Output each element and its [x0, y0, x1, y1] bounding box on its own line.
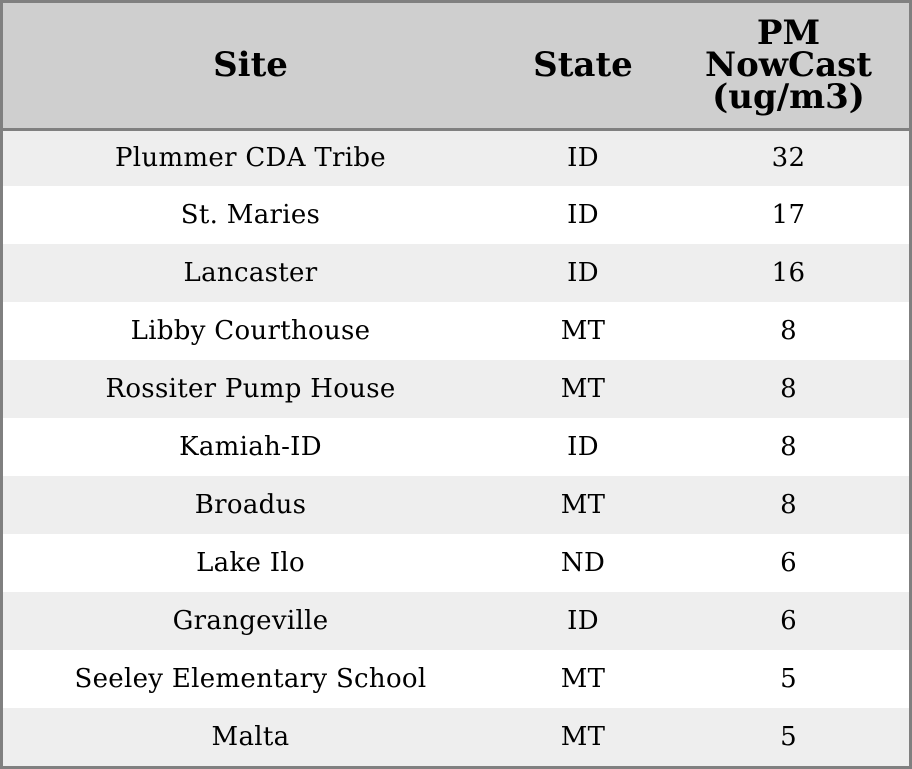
column-header-state: [498, 3, 668, 129]
pm-nowcast-cell: 5: [780, 664, 797, 694]
table-row: [3, 708, 909, 766]
pm-nowcast-cell: 8: [780, 316, 797, 346]
table-row: [3, 302, 909, 360]
state-cell: MT: [560, 722, 606, 752]
state-cell: ID: [567, 258, 599, 288]
column-header-site: [3, 3, 498, 129]
pm-nowcast-cell: 8: [780, 374, 797, 404]
site-cell: Malta: [211, 722, 290, 752]
site-cell: Plummer CDA Tribe: [115, 143, 386, 174]
table-row: [3, 418, 909, 476]
table-header: [3, 3, 909, 129]
pm-nowcast-cell: 6: [780, 606, 797, 636]
state-cell: ID: [567, 143, 599, 174]
column-header-pm-nowcast: [668, 3, 909, 129]
column-header-site-text: Site: [213, 45, 288, 86]
column-header-pm-line2: NowCast: [705, 45, 872, 86]
site-cell: Rossiter Pump House: [105, 374, 396, 404]
site-cell: Lancaster: [183, 258, 318, 288]
table-row: [3, 534, 909, 592]
site-cell: Libby Courthouse: [130, 316, 371, 346]
header-row: [3, 3, 909, 129]
pm-nowcast-cell: 17: [771, 200, 806, 230]
site-cell: Lake Ilo: [196, 548, 305, 578]
pm-nowcast-table: [3, 3, 909, 766]
table-row: [3, 360, 909, 418]
table-row: [3, 650, 909, 708]
site-cell: St. Maries: [180, 200, 321, 230]
pm-nowcast-cell: 32: [771, 143, 806, 174]
table-row: [3, 129, 909, 186]
state-cell: ND: [560, 548, 606, 578]
pm-nowcast-cell: 8: [780, 432, 797, 462]
state-cell: MT: [560, 374, 606, 404]
pm-nowcast-cell: 6: [780, 548, 797, 578]
site-cell: Kamiah-ID: [179, 432, 322, 462]
state-cell: ID: [567, 200, 599, 230]
table-body: [3, 129, 909, 766]
state-cell: ID: [567, 606, 599, 636]
site-cell: Grangeville: [172, 606, 329, 636]
column-header-state-text: State: [533, 45, 633, 86]
table-row: [3, 476, 909, 534]
site-cell: Broadus: [194, 490, 307, 520]
table-row: [3, 186, 909, 244]
pm-nowcast-cell: 5: [780, 722, 797, 752]
state-cell: MT: [560, 316, 606, 346]
state-cell: MT: [560, 490, 606, 520]
table-row: [3, 592, 909, 650]
column-header-pm-line1: PM: [756, 13, 821, 54]
pm-nowcast-cell: 16: [771, 258, 806, 288]
column-header-pm-line3: (ug/m3): [712, 77, 865, 118]
table-row: [3, 244, 909, 302]
state-cell: ID: [567, 432, 599, 462]
site-cell: Seeley Elementary School: [74, 664, 427, 694]
state-cell: MT: [560, 664, 606, 694]
pm-nowcast-cell: 8: [780, 490, 797, 520]
